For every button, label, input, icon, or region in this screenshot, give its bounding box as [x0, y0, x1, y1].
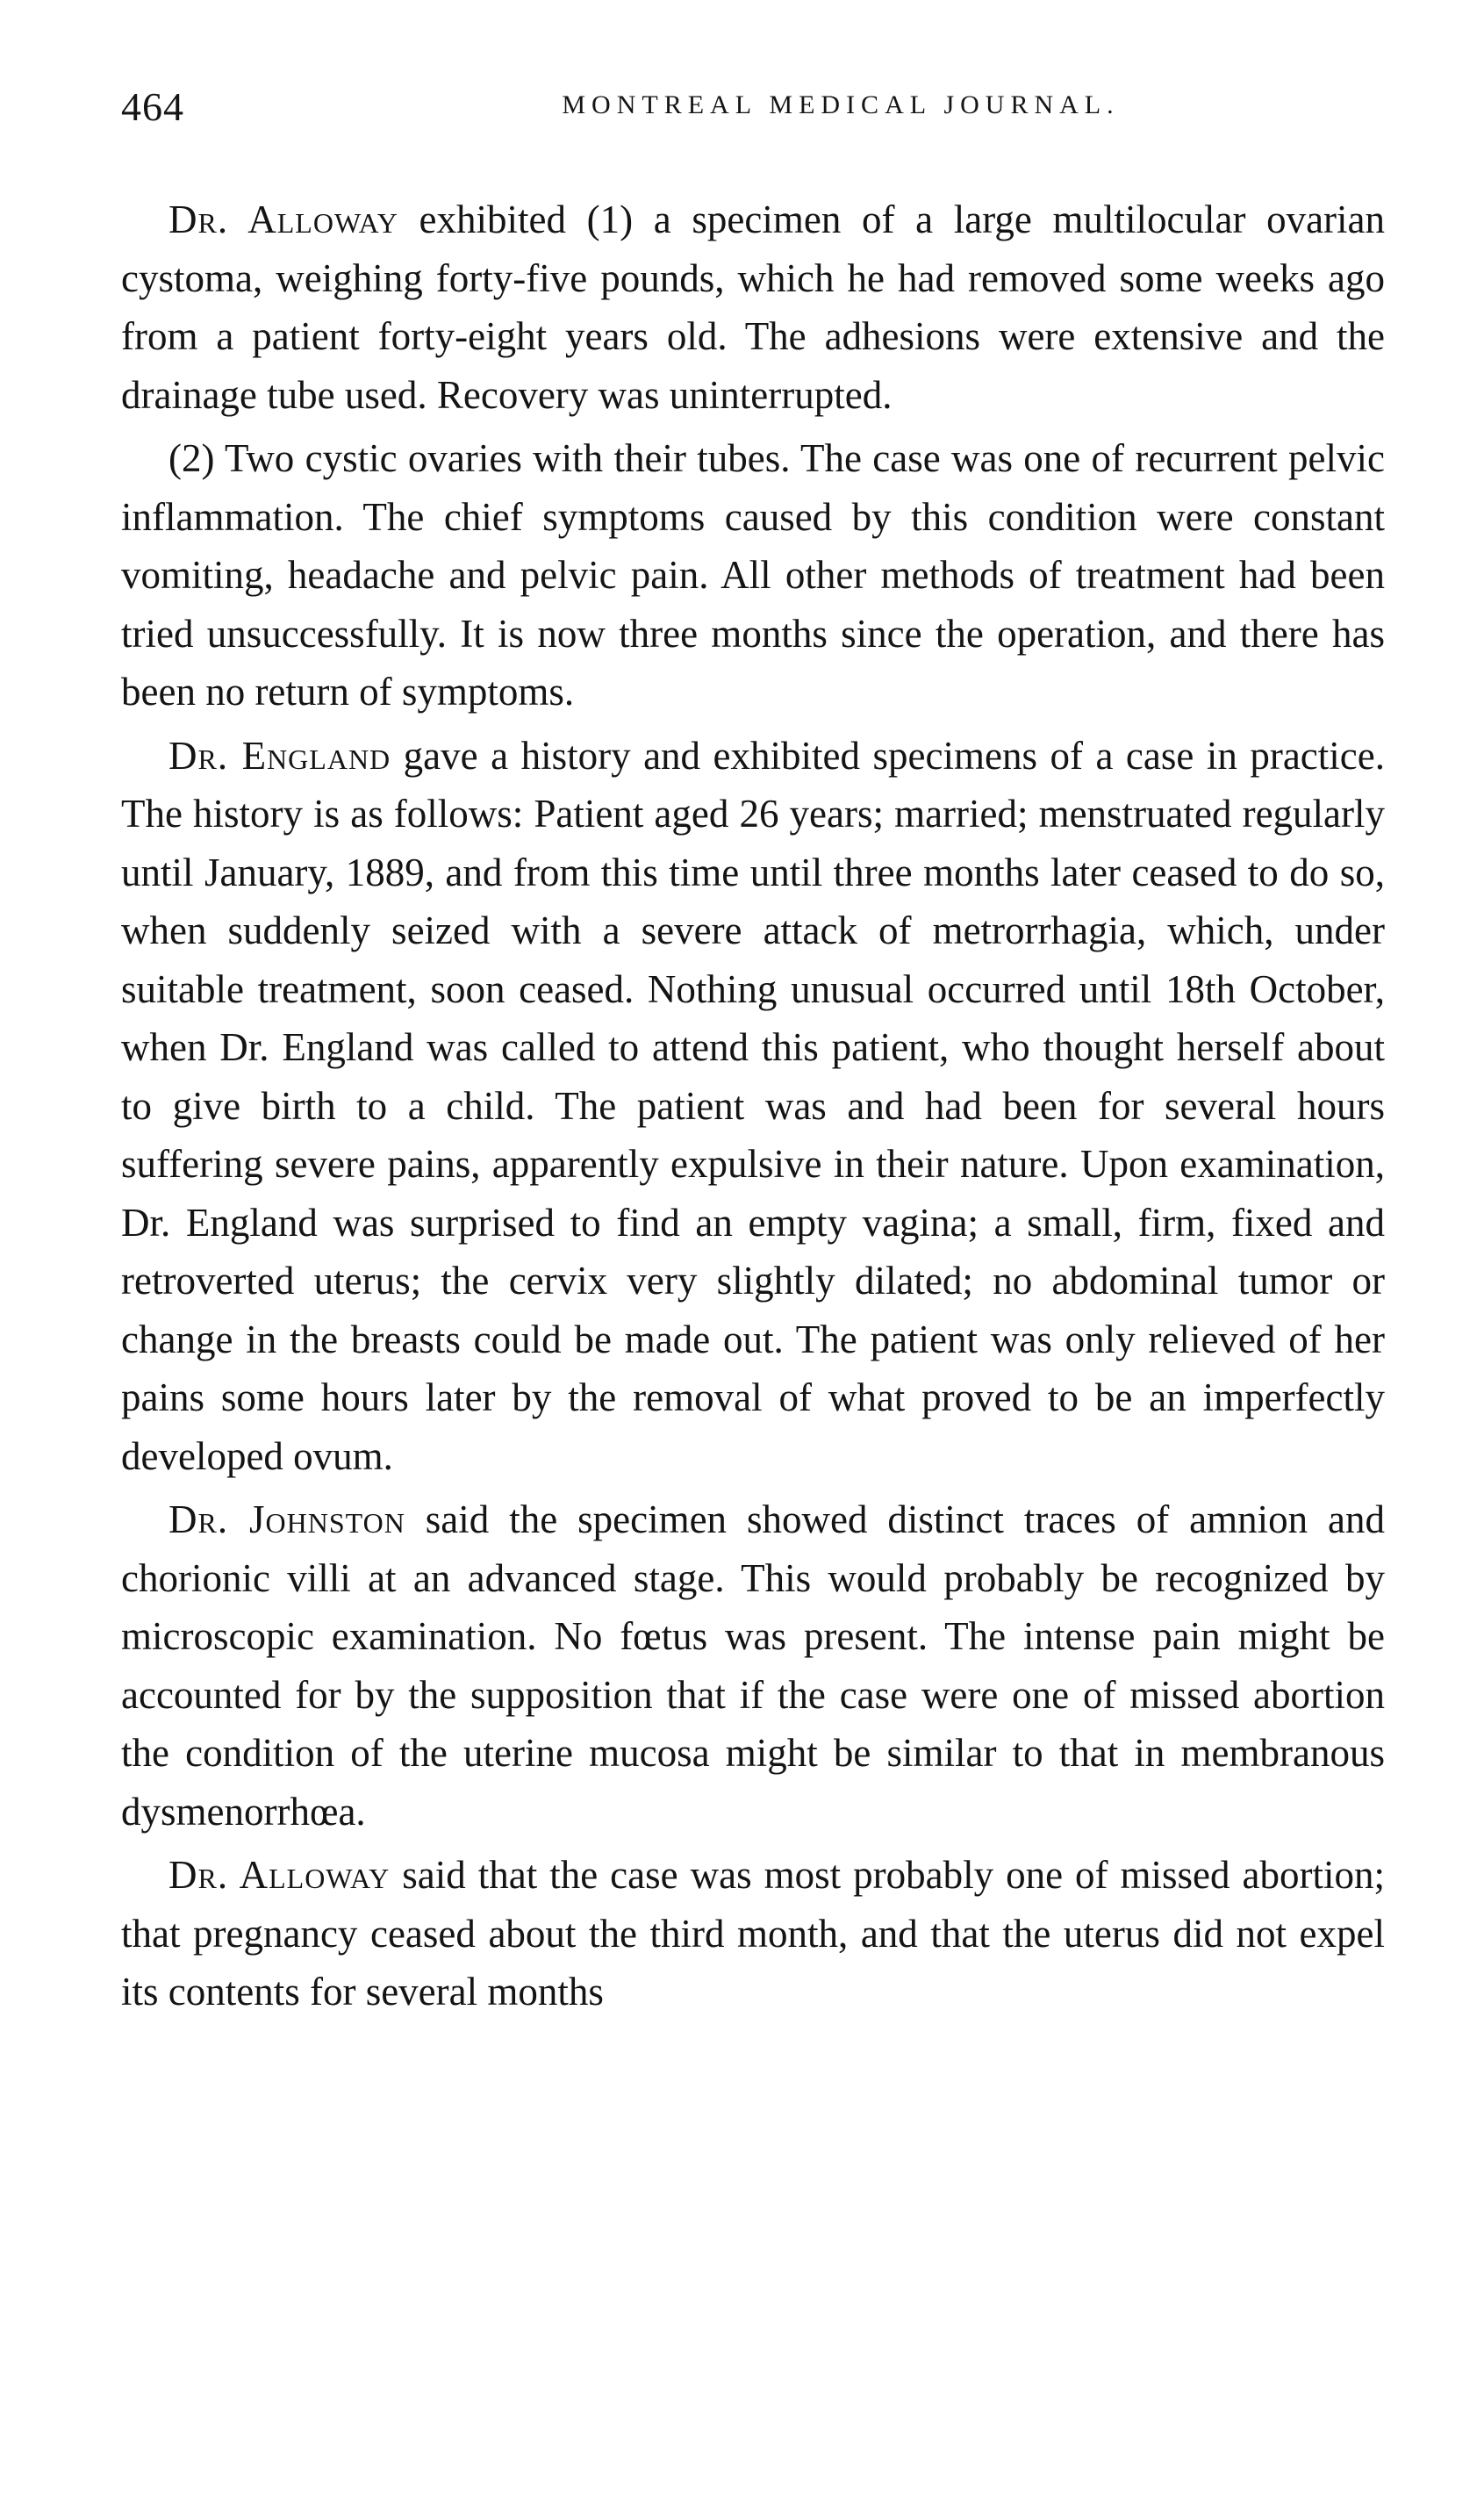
paragraph-alloway-specimens	[121, 190, 1385, 424]
speaker-name: Dr. Johnston	[168, 1497, 405, 1541]
paragraph-text: said that the case was most probably one of missed abortion; that pregnancy ceased about the third month, and that the uterus did not expel its contents for several months	[121, 1853, 1385, 2014]
speaker-name: Dr. England	[168, 733, 391, 778]
journal-title: MONTREAL MEDICAL JOURNAL.	[562, 90, 1120, 119]
paragraph-text: (2) Two cystic ovaries with their tubes. The case was one of recurrent pelvic inflammation. The chief symptoms caused by this condition were constant vomiting, headache and pelvic pain. All other methods of treatment had been tried unsuccessfully. It is now three months since the operation, and there has been no return of symptoms.	[121, 436, 1385, 714]
running-head	[121, 83, 1385, 136]
page-number: 464	[121, 84, 184, 129]
journal-page	[121, 83, 1385, 2027]
paragraph-england-case	[121, 727, 1385, 1486]
speaker-name: Dr. Alloway	[168, 1853, 391, 1897]
paragraph-text: exhibited (1) a specimen of a large multilocular ovarian cystoma, weighing forty-five pounds, which he had removed some weeks ago from a patient forty-eight years old. The adhesions were extensive and the drainage tube used. Recovery was uninterrupted.	[121, 197, 1386, 417]
speaker-name: Dr. Alloway	[168, 197, 398, 241]
paragraph-text: said the specimen showed distinct traces of amnion and chorionic villi at an advanced stage. This would probably be recognized by microscopic examination. No fœtus was present. The intense pain might be accounted for by the supposition that if the case were one of missed abortion the condition of the uterine mucosa might be similar to that in membranous dysmenorrhœa.	[121, 1497, 1386, 1834]
paragraph-johnston-remarks	[121, 1490, 1385, 1841]
paragraph-cystic-ovaries	[121, 429, 1385, 722]
paragraph-text: gave a history and exhibited specimens of a case in practice. The history is as follows: Patient aged 26 years; married; menstruated regularly until January, 1889, and from this time until three months later ceased to do so, when suddenly seized with a severe attack of metrorrhagia, which, under suitable treatment, soon ceased. Nothing unusual occurred until 18th October, when Dr. England was called to attend this patient, who thought herself about to give birth to a child. The patient was and had been for several hours suffering severe pains, apparently expulsive in their nature. Upon examination, Dr. England was surprised to find an empty vagina; a small, firm, fixed and retroverted uterus; the cervix very slightly dilated; no abdominal tumor or change in the breasts could be made out. The patient was only relieved of her pains some hours later by the removal of what proved to be an imperfectly developed ovum.	[121, 733, 1385, 1478]
paragraph-alloway-remarks	[121, 1846, 1385, 2021]
